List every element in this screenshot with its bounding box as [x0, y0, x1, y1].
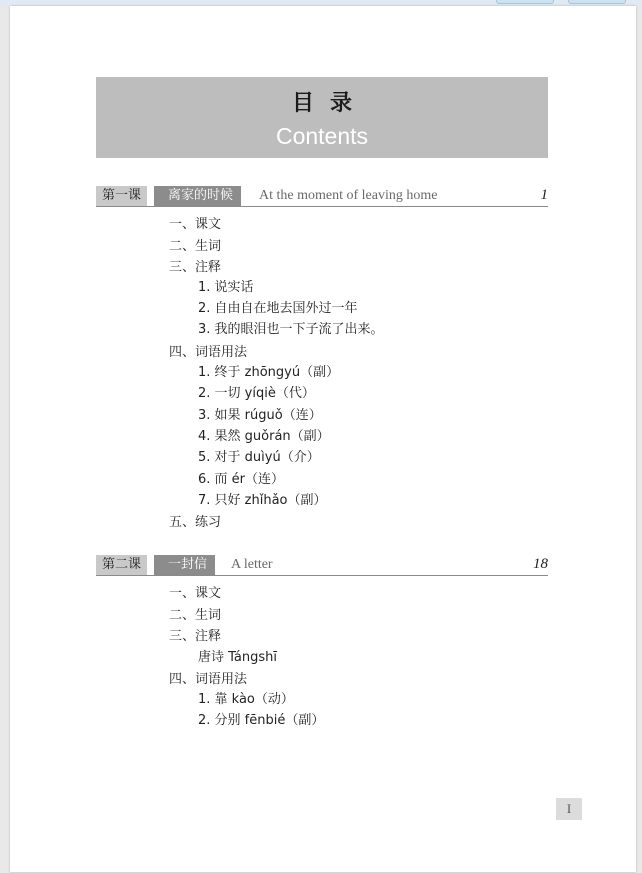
viewer-tab-button[interactable] — [496, 0, 554, 4]
toc-item[interactable]: 二、生词 — [169, 608, 222, 623]
lesson-page-number: 18 — [533, 556, 548, 572]
toc-subitem[interactable]: 1. 靠 kào（动） — [198, 692, 294, 707]
toc-subitem[interactable]: 1. 说实话 — [198, 280, 254, 295]
lesson-number: 第一课 — [96, 186, 147, 206]
toc-subitem[interactable]: 3. 我的眼泪也一下子流了出来。 — [198, 322, 384, 337]
lesson-title: 一封信 — [154, 555, 215, 575]
viewer-tab-button[interactable] — [568, 0, 626, 4]
toc-subitem[interactable]: 2. 一切 yíqiè（代） — [198, 386, 315, 401]
toc-item[interactable]: 三、注释 — [169, 260, 222, 275]
toc-title-cn: 目录 — [291, 91, 368, 116]
document-page — [10, 6, 636, 872]
toc-subitem[interactable]: 4. 果然 guǒrán（副） — [198, 429, 330, 444]
lesson-title-en: A letter — [231, 557, 273, 572]
toc-subitem[interactable]: 3. 如果 rúguǒ（连） — [198, 408, 322, 423]
toc-item[interactable]: 二、生词 — [169, 239, 222, 254]
toc-item[interactable]: 五、练习 — [169, 515, 222, 530]
page-number-badge: I — [556, 798, 582, 820]
toc-subitem[interactable]: 2. 自由自在地去国外过一年 — [198, 301, 358, 316]
toc-title-en: Contents — [275, 123, 369, 149]
toc-subitem[interactable]: 7. 只好 zhǐhǎo（副） — [198, 493, 327, 508]
toc-header — [96, 77, 548, 158]
lesson-1-heading[interactable] — [96, 186, 548, 207]
lesson-page-number: 1 — [540, 187, 548, 203]
toc-subitem[interactable]: 唐诗 Tángshī — [198, 650, 278, 665]
toc-item[interactable]: 三、注释 — [169, 629, 222, 644]
toc-item[interactable]: 一、课文 — [169, 217, 222, 232]
toc-subitem[interactable]: 5. 对于 duìyú（介） — [198, 450, 320, 465]
lesson-title-en: At the moment of leaving home — [259, 188, 438, 203]
toc-subitem[interactable]: 1. 终于 zhōngyú（副） — [198, 365, 340, 380]
lesson-title: 离家的时候 — [154, 186, 241, 206]
toc-subitem[interactable]: 6. 而 ér（连） — [198, 472, 285, 487]
toc-item[interactable]: 四、词语用法 — [169, 672, 248, 687]
toc-item[interactable]: 一、课文 — [169, 586, 222, 601]
toc-item[interactable]: 四、词语用法 — [169, 345, 248, 360]
lesson-number: 第二课 — [96, 555, 147, 575]
lesson-2-heading[interactable] — [96, 555, 548, 576]
toc-subitem[interactable]: 2. 分别 fēnbié（副） — [198, 713, 325, 728]
